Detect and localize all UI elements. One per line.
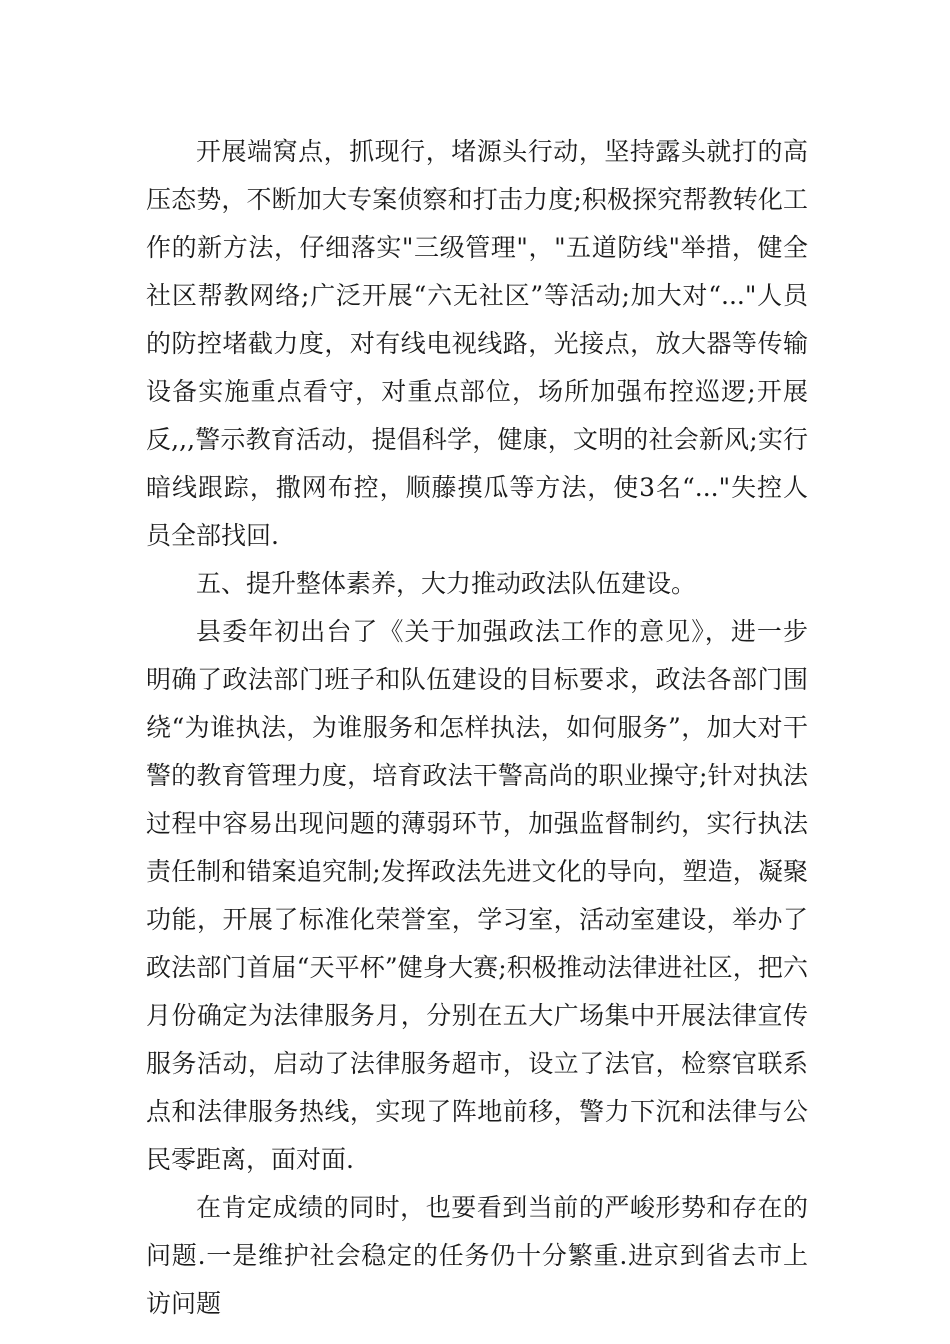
paragraph-team-building: 县委年初出台了《关于加强政法工作的意见》，进一步明确了政法部门班子和队伍建设的目标要求，政法各部门围绕“为谁执法，为谁服务和怎样执法，如何服务”，加大对干警的教育管理力度，培育政法干警高尚的职业操守;针对执法过程中容易出现问题的薄弱环节，加强监督制约，实行执法责任制和错案追究制;发挥政法先进文化的导向，塑造，凝聚功能，开展了标准化荣誉室，学习室，活动室建设，举办了政法部门首届“天平杯”健身大赛;积极推动法律进社区，把六月份确定为法律服务月，分别在五大广场集中开展法律宣传服务活动，启动了法律服务超市，设立了法官，检察官联系点和法律服务热线，实现了阵地前移，警力下沉和法律与公民零距离，面对面.	[146, 617, 808, 1174]
paragraph-crackdown: 开展端窝点，抓现行，堵源头行动，坚持露头就打的高压态势，不断加大专案侦察和打击力度;积极探究帮教转化工作的新方法，仔细落实"三级管理"，"五道防线"举措，健全社区帮教网络;广泛开展“六无社区”等活动;加大对“..."人员的防控堵截力度，对有线电视线路，光接点，放大器等传输设备实施重点看守，对重点部位，场所加强布控巡逻;开展反,,,警示教育活动，提倡科学，健康，文明的社会新风;实行暗线跟踪，撒网布控，顺藤摸瓜等方法，使3名“..."失控人员全部找回.	[146, 137, 808, 550]
paragraph-problems: 在肯定成绩的同时，也要看到当前的严峻形势和存在的问题.一是维护社会稳定的任务仍十分繁重.进京到省去市上访问题	[146, 1193, 808, 1318]
document-page	[146, 128, 808, 1328]
section-heading-five: 五、提升整体素养，大力推动政法队伍建设。	[196, 569, 697, 598]
